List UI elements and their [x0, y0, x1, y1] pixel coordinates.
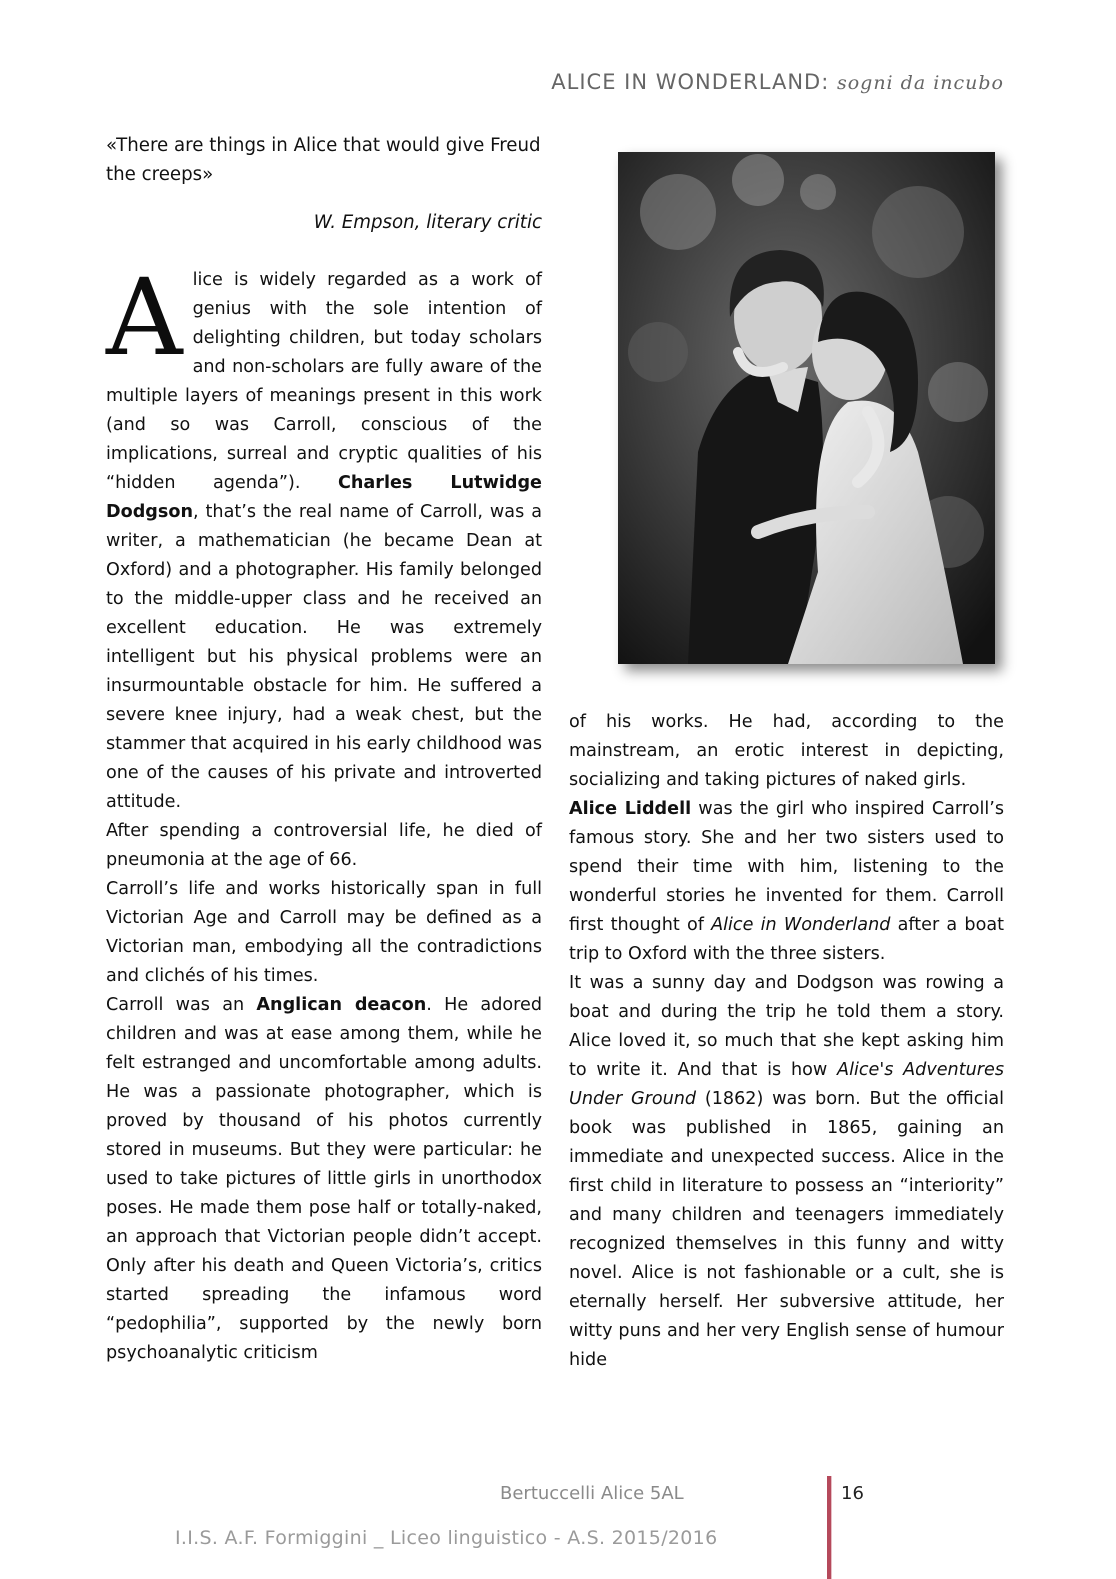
intro-text-a: lice is widely regarded as a work of genius with the sole intention of delighting children, but today scholars and non-scholars are fully aware of the multiple layers of meanings present in this work (and so was Carroll, conscious of the implications, surreal and cryptic qualities of his “hidden agenda”). — [106, 270, 542, 493]
under-ground-title: Alice's Adventures Under Ground — [569, 1060, 1004, 1109]
paragraph-intro — [106, 256, 542, 817]
epigraph-attribution: W. Empson, literary critic — [313, 212, 542, 233]
epigraph-quote: «There are things in Alice that would give Freud the creeps» — [106, 135, 541, 185]
anglican-deacon: Anglican deacon — [256, 995, 427, 1015]
paragraph-boat-trip: It was a sunny day and Dodgson was rowing a boat and during the trip he told them a story. Alice loved it, so much that she kept asking him to write it. And that is how Alice's Adventures Under Ground (1862) was born. But the official book was published in 1865, gaining an immediate and unexpected success. Alice in the first child in literature to possess an “interiority” and many children and teenagers immediately recognized themselves in this funny and witty novel. Alice is not fashionable or a cult, she is eternally herself. Her subversive attitude, her witty puns and her very English sense of humour hide — [569, 973, 1004, 1370]
paragraph-deacon: Carroll was an Anglican deacon. He adored children and was at ease among them, while he felt estranged and uncomfortable among adults. He was a passionate photographer, which is proved by thousand of his photos currently stored in museums. But they were particular: he used to take pictures of little girls in unorthodox poses. He made them pose half or totally-naked, an approach that Victorian people didn’t accept. Only after his death and Queen Victoria’s, critics started spreading the infamous word “pedophilia”, supported by the newly born psychoanalytic criticism — [106, 995, 542, 1363]
footer-author: Bertuccelli Alice 5AL — [500, 1483, 684, 1504]
historical-photo — [618, 152, 995, 664]
paragraph-death: After spending a controversial life, he died of pneumonia at the age of 66. — [106, 821, 542, 870]
intro-text-b: , that’s the real name of Carroll, was a writer, a mathematician (he became Dean at Oxford) and a photographer. His family belonged to the middle-upper class and he received an excellent education. He was extremely intelligent but his physical problems were an insurmountable obstacle for him. He suffered a severe knee injury, had a weak chest, but the stammer that acquired in his early childhood was one of the causes of his private and introverted attitude. — [106, 502, 542, 812]
right-column — [569, 708, 1004, 1375]
drop-cap: A — [106, 256, 183, 379]
footer-school: I.I.S. A.F. Formiggini _ Liceo linguistico - A.S. 2015/2016 — [175, 1527, 718, 1549]
paragraph-liddell: Alice Liddell was the girl who inspired Carroll’s famous story. She and her two sisters used to spend their time with him, listening to the wonderful stories he invented for them. Carroll first thought of Alice in Wonderland after a boat trip to Oxford with the three sisters. — [569, 799, 1005, 964]
alice-in-wonderland-title: Alice in Wonderland — [711, 915, 891, 935]
page-number: 16 — [841, 1483, 864, 1504]
left-column — [106, 256, 542, 1368]
header-subtitle: sogni da incubo — [836, 72, 1004, 94]
footer-divider — [827, 1476, 832, 1579]
paragraph-works: of his works. He had, according to the mainstream, an erotic interest in depicting, socializing and taking pictures of naked girls. — [569, 712, 1004, 790]
running-header — [551, 70, 1004, 94]
dodgson-name: Charles Lutwidge Dodgson — [106, 473, 542, 522]
alice-liddell-name: Alice Liddell — [569, 799, 692, 819]
paragraph-victorian: Carroll’s life and works historically span in full Victorian Age and Carroll may be defined as a Victorian man, embodying all the contradictions and clichés of his times. — [106, 879, 542, 986]
header-title: ALICE IN WONDERLAND: — [551, 70, 830, 94]
